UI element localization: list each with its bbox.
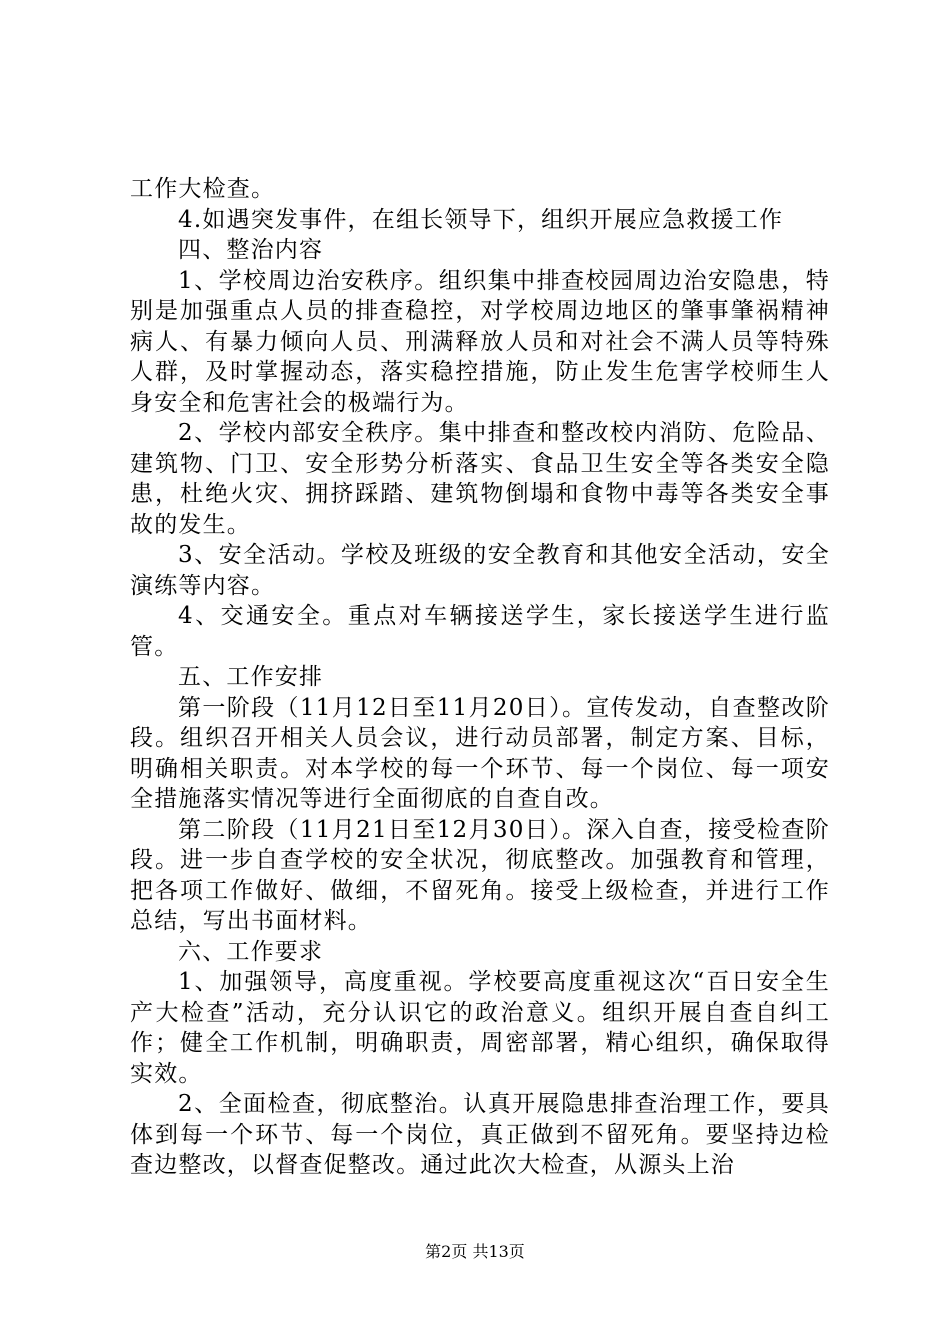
paragraph: 4.如遇突发事件，在组长领导下，组织开展应急救援工作 <box>178 206 784 233</box>
section-heading: 五、工作安排 <box>178 664 324 690</box>
paragraph: 第二阶段（11月21日至12月30日）。深入自查，接受检查阶段。进一步自查学校的安全状况，彻底整改。加强教育和管理，把各项工作做好、做细，不留死角。接受上级检查，并进行工作总结，写出书面材料。 <box>130 816 830 934</box>
paragraph: 第一阶段（11月12日至11月20日）。宣传发动，自查整改阶段。组织召开相关人员会议，进行动员部署，制定方案、目标，明确相关职责。对本学校的每一个环节、每一个岗位、每一项安全措施落实情况等进行全面彻底的自查自改。 <box>130 694 830 812</box>
paragraph: 4、交通安全。重点对车辆接送学生，家长接送学生进行监管。 <box>130 603 830 660</box>
paragraph: 2、全面检查，彻底整治。认真开展隐患排查治理工作，要具体到每一个环节、每一个岗位，真正做到不留死角。要坚持边检查边整改，以督查促整改。通过此次大检查，从源头上治 <box>130 1091 830 1178</box>
page-number-footer: 第2页 共13页 <box>425 1242 525 1261</box>
paragraph: 1、加强领导，高度重视。学校要高度重视这次“百日安全生产大检查”活动，充分认识它的政治意义。组织开展自查自纠工作；健全工作机制，明确职责，周密部署，精心组织，确保取得实效。 <box>130 969 830 1087</box>
document-body <box>130 174 830 1181</box>
section-heading: 六、工作要求 <box>178 938 324 965</box>
paragraph: 3、安全活动。学校及班级的安全教育和其他安全活动，安全演练等内容。 <box>130 542 830 599</box>
section-heading: 四、整治内容 <box>178 237 324 263</box>
paragraph: 工作大检查。 <box>130 176 276 202</box>
paragraph: 1、学校周边治安秩序。组织集中排查校园周边治安隐患，特别是加强重点人员的排查稳控，对学校周边地区的肇事肇祸精神病人、有暴力倾向人员、刑满释放人员和对社会不满人员等特殊人群，及时掌握动态，落实稳控措施，防止发生危害学校师生人身安全和危害社会的极端行为。 <box>130 267 830 416</box>
paragraph: 2、学校内部安全秩序。集中排查和整改校内消防、危险品、建筑物、门卫、安全形势分析落实、食品卫生安全等各类安全隐患，杜绝火灾、拥挤踩踏、建筑物倒塌和食物中毒等各类安全事故的发生。 <box>130 420 830 538</box>
